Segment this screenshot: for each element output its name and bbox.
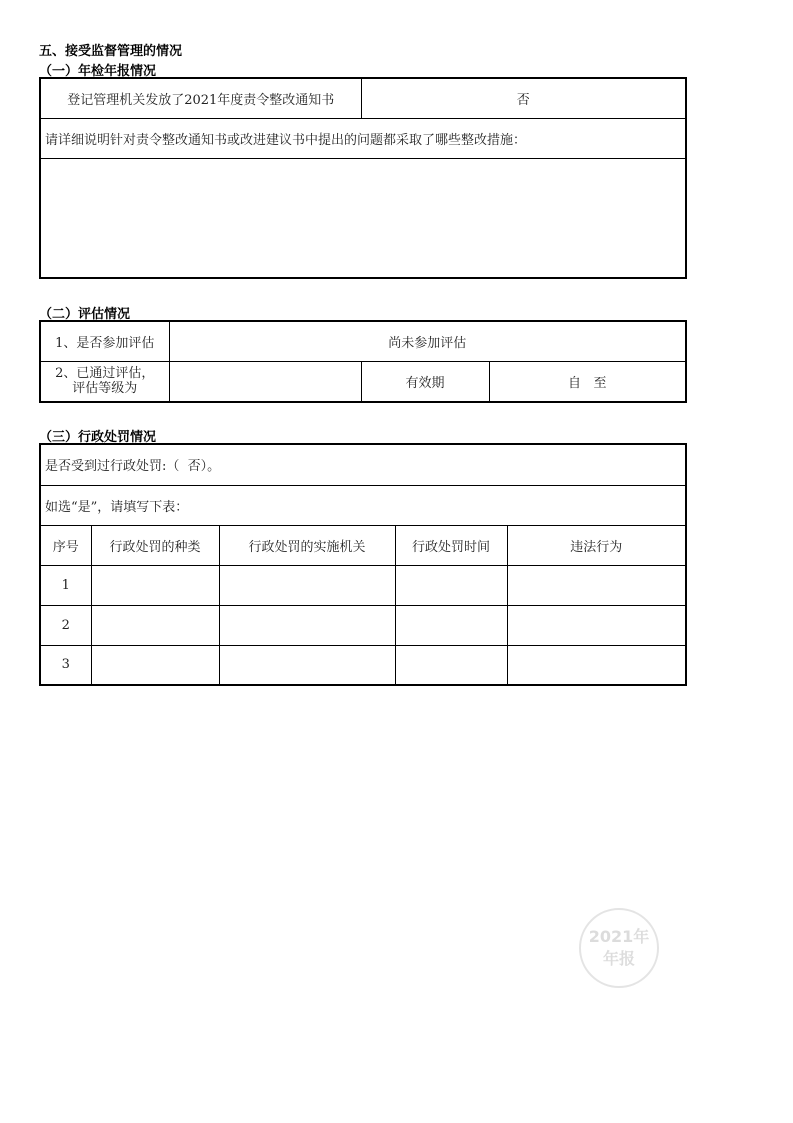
- header-no: 序号: [40, 525, 91, 565]
- row-no: 3: [40, 645, 91, 685]
- rectification-notice-value[interactable]: 否: [361, 78, 686, 118]
- evaluation-participation-label: 1、是否参加评估: [40, 321, 169, 361]
- validity-value[interactable]: 自 至: [489, 361, 686, 402]
- row-no: 1: [40, 565, 91, 605]
- table-row: [40, 645, 686, 685]
- row-no: 2: [40, 605, 91, 645]
- header-time: 行政处罚时间: [395, 525, 507, 565]
- rectification-measures-field[interactable]: [40, 158, 686, 278]
- row-violation[interactable]: [507, 565, 686, 605]
- watermark-line2: 年报: [602, 949, 635, 968]
- row-type[interactable]: [91, 605, 219, 645]
- row-time[interactable]: [395, 645, 507, 685]
- penalty-table: [39, 443, 687, 686]
- evaluation-grade-value[interactable]: [169, 361, 361, 402]
- evaluation-grade-label-line2: 评估等级为: [72, 381, 138, 397]
- penalty-question: 是否受到过行政处罚:（ 否）。: [40, 444, 686, 485]
- evaluation-grade-label: [40, 361, 169, 402]
- annual-check-title: （一）年检年报情况: [39, 64, 157, 79]
- row-agency[interactable]: [219, 565, 395, 605]
- annual-check-table: [39, 77, 687, 279]
- annual-report-watermark: [579, 908, 659, 988]
- row-time[interactable]: [395, 565, 507, 605]
- evaluation-table: [39, 320, 687, 403]
- table-row: [40, 565, 686, 605]
- table-row: [40, 605, 686, 645]
- header-agency: 行政处罚的实施机关: [219, 525, 395, 565]
- validity-label: 有效期: [361, 361, 489, 402]
- penalty-instruction: 如选“是”，请填写下表：: [40, 485, 686, 525]
- header-type: 行政处罚的种类: [91, 525, 219, 565]
- penalty-title: （三）行政处罚情况: [39, 430, 157, 445]
- rectification-measures-label: 请详细说明针对责令整改通知书或改进建议书中提出的问题都采取了哪些整改措施：: [40, 118, 686, 158]
- rectification-notice-label: 登记管理机关发放了2021年度责令整改通知书: [40, 78, 361, 118]
- watermark-line1: 2021年: [588, 927, 650, 946]
- row-agency[interactable]: [219, 645, 395, 685]
- evaluation-grade-label-line1: 2、已通过评估，: [55, 366, 155, 382]
- row-time[interactable]: [395, 605, 507, 645]
- row-violation[interactable]: [507, 645, 686, 685]
- row-violation[interactable]: [507, 605, 686, 645]
- row-agency[interactable]: [219, 605, 395, 645]
- evaluation-title: （二）评估情况: [39, 307, 131, 322]
- header-violation: 违法行为: [507, 525, 686, 565]
- row-type[interactable]: [91, 565, 219, 605]
- section-title: 五、接受监督管理的情况: [39, 44, 183, 59]
- penalty-header-row: [40, 525, 686, 565]
- row-type[interactable]: [91, 645, 219, 685]
- evaluation-participation-value[interactable]: 尚未参加评估: [169, 321, 686, 361]
